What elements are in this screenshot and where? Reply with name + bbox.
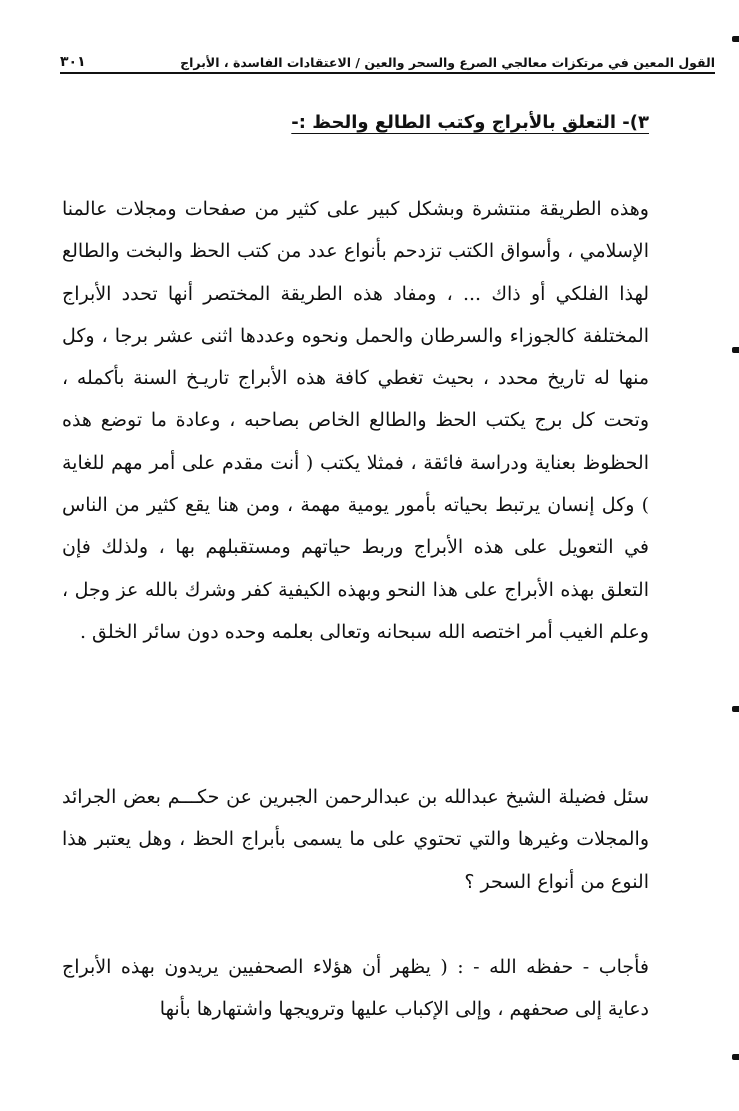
paragraph	[62, 946, 649, 1031]
paragraph-text: وهذه الطريقة منتشرة وبشكل كبير على كثير من صفحات ومجلات عالمنا الإسلامي ، وأسواق الكتب تزدحم بأنواع عدد من كتب الحظ والبخت والطالع لهذا الفلكي أو ذاك ... ، ومفاد هذه الطريقة المختصر أنها تحدد الأبراج المختلفة كالجوزاء والسرطان والحمل ونحوه وعددها اثنى عشر برجا ، وكل منها له تاريخ محدد ، بحيث تغطي كافة هذه الأبراج تاريـخ السنة بأكمله ، وتحت كل برج يكتب الحظ والطالع الخاص بصاحبه ، وعادة ما توضع هذه الحظوظ بعناية ودراسة فائقة ، فمثلا يكتب ( أنت مقدم على أمر مهم للغاية ) وكل إنسان يرتبط بحياته بأمور يومية مهمة ، ومن هنا يقع كثير من الناس في التعويل على هذه الأبراج وربط حياتهم ومستقبلهم بها ، ولذلك فإن التعلق بهذه الأبراج على هذا النحو وبهذه الكيفية كفر وشرك بالله عز وجل ، وعلم الغيب أمر اختصه الله سبحانه وتعالى بعلمه وحده دون سائر الخلق .	[62, 198, 649, 643]
binding-hole-mark	[732, 1054, 739, 1060]
section-heading: ٣)- التعلق بالأبراج وكتب الطالع والحظ :-	[291, 112, 649, 133]
running-header	[60, 40, 715, 74]
paragraph-text: فأجاب - حفظه الله - : ( يظهر أن هؤلاء الصحفيين يريدون بهذه الأبراج دعاية إلى صحفهم ، وإلى الإكباب عليها وترويجها واشتهارها بأنها	[62, 956, 649, 1021]
binding-hole-mark	[732, 347, 739, 353]
header-title: القول المعين في مرتكزات معالجي الصرع والسحر والعين / الاعتقادات الفاسدة ، الأبراج	[180, 55, 715, 70]
page-number: ٣٠١	[60, 54, 86, 70]
paragraph	[62, 776, 649, 903]
paragraph	[62, 188, 649, 653]
binding-hole-mark	[732, 36, 739, 42]
binding-hole-mark	[732, 706, 739, 712]
paragraph-text: سئل فضيلة الشيخ عبدالله بن عبدالرحمن الجبرين عن حكـــم بعض الجرائد والمجلات وغيرها والتي تحتوي على ما يسمى بأبراج الحظ ، وهل يعتبر هذا النوع من أنواع السحر ؟	[62, 786, 649, 893]
